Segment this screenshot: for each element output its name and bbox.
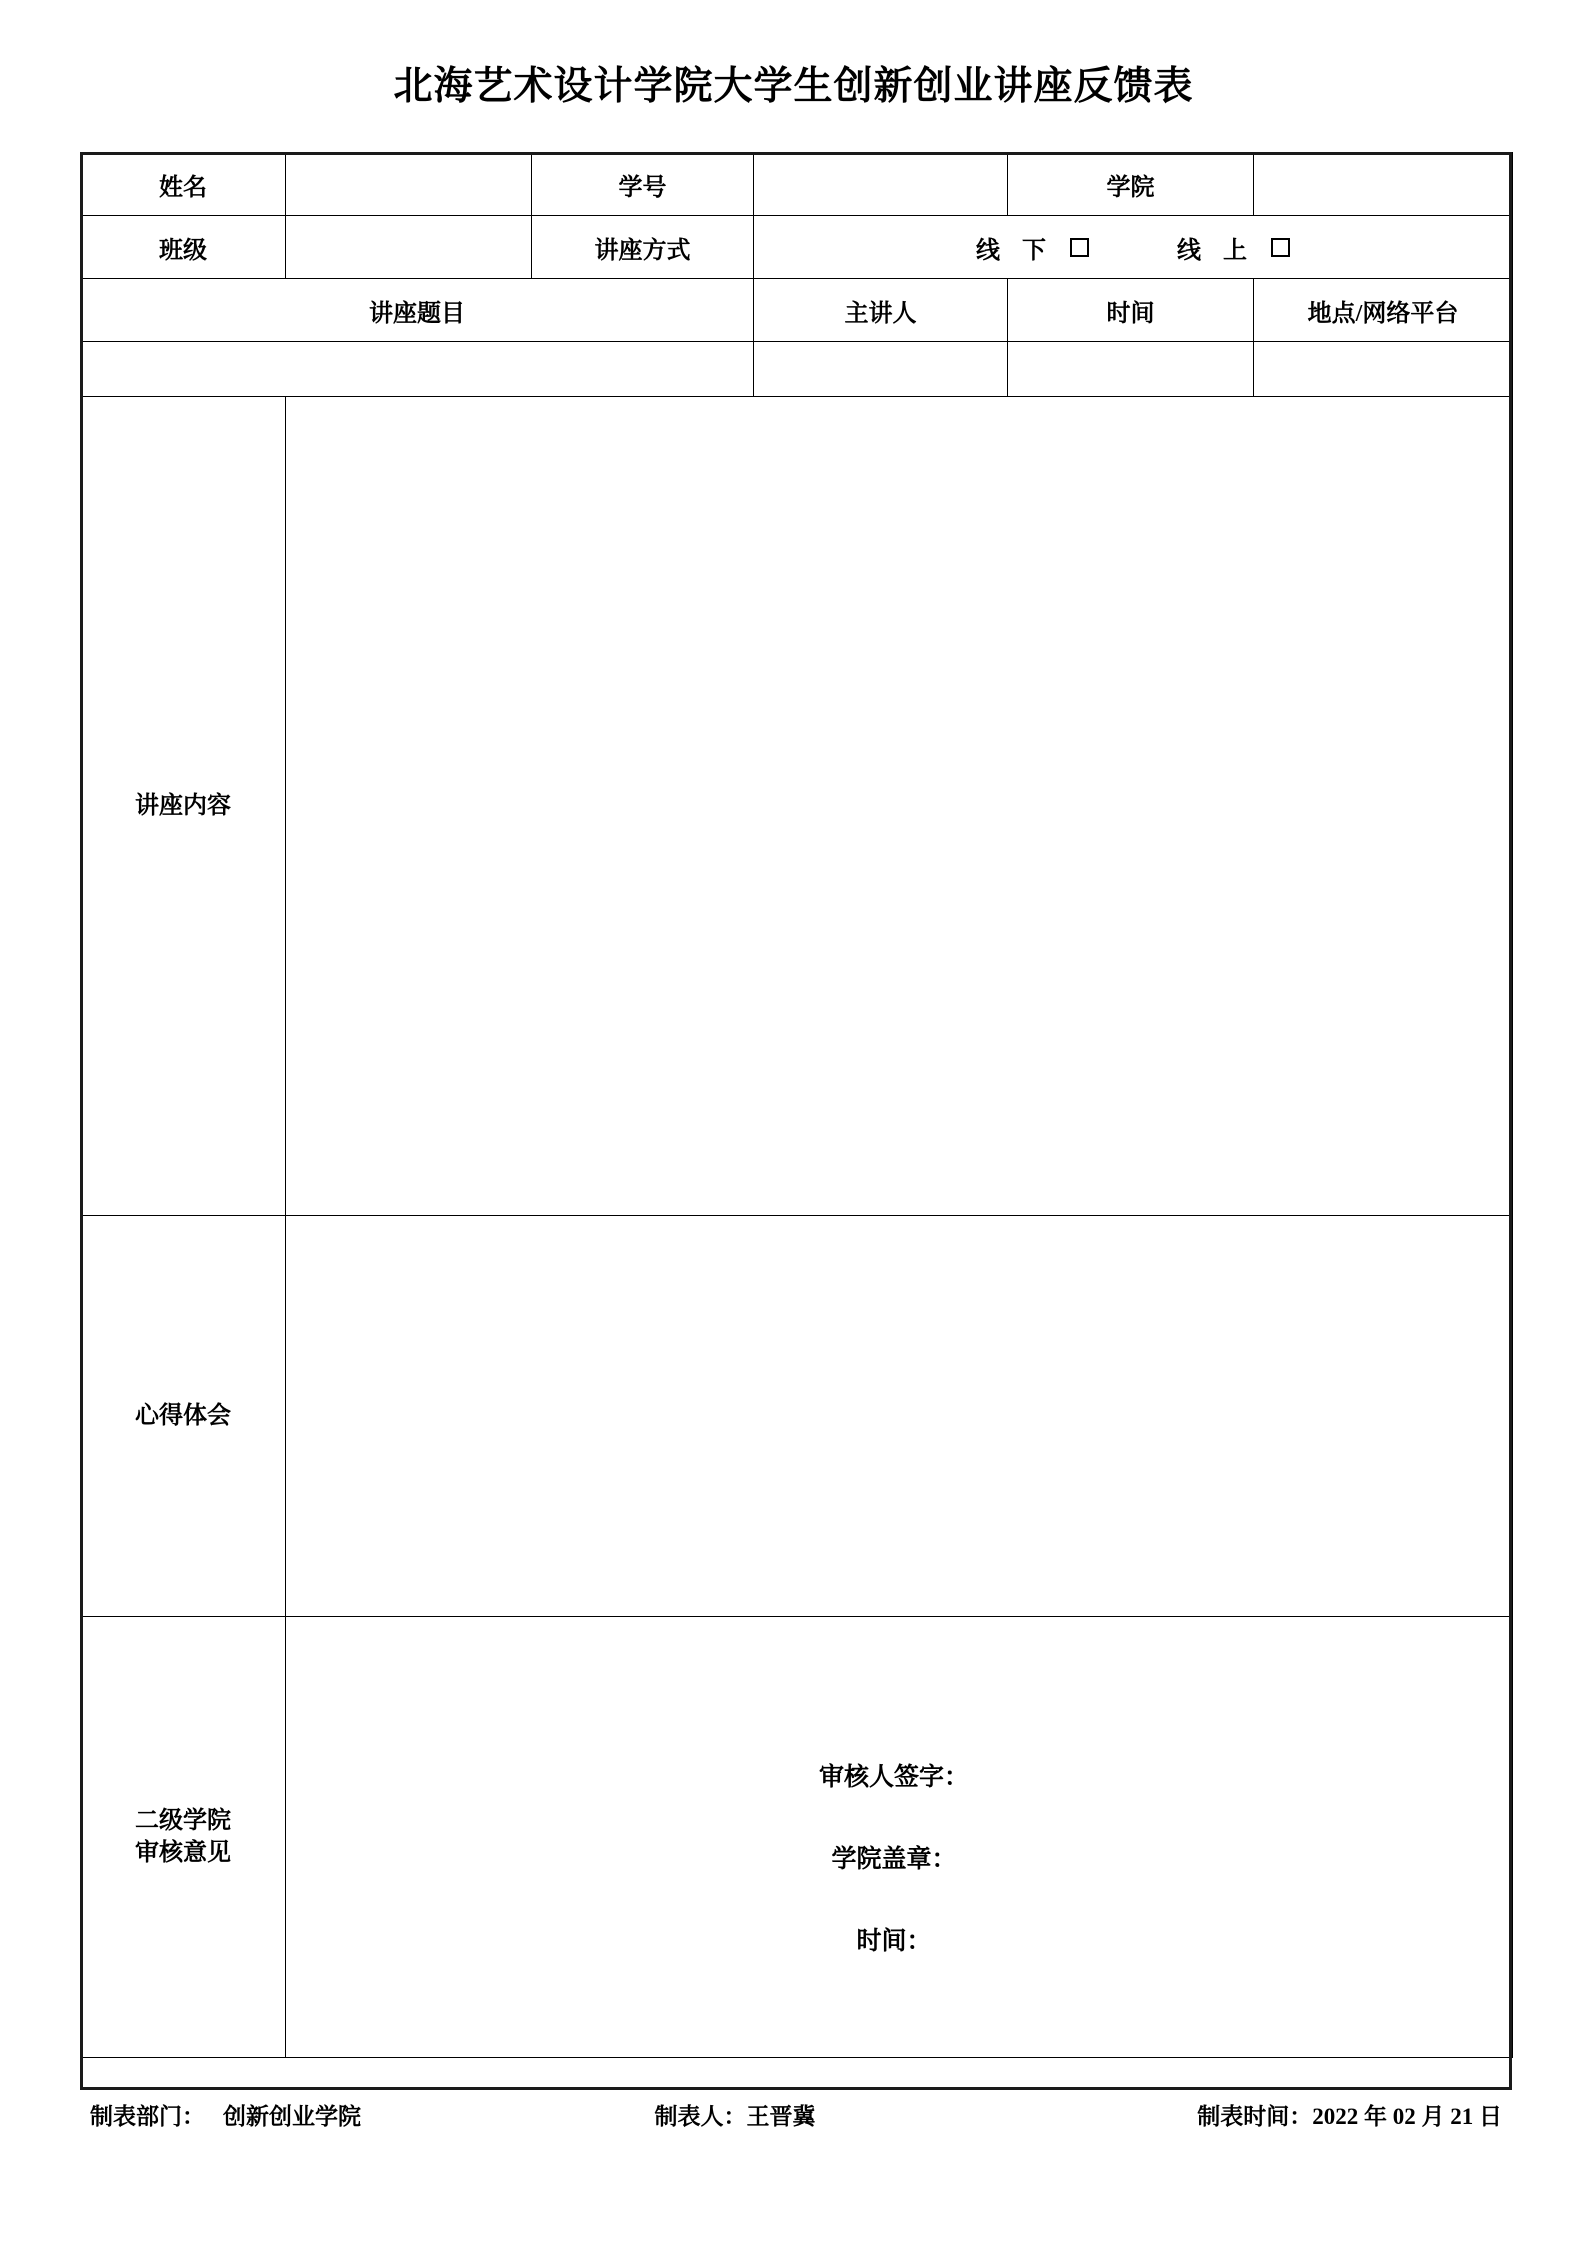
speaker-label: 主讲人 xyxy=(754,279,1008,342)
review-label xyxy=(81,1617,286,2058)
lecture-content-label: 讲座内容 xyxy=(81,397,286,1216)
table-row-lecture-headers xyxy=(81,279,1513,342)
venue-field[interactable] xyxy=(1254,342,1513,397)
table-row-lecture-values xyxy=(81,342,1513,397)
class-field[interactable] xyxy=(286,216,532,279)
lecture-mode-options xyxy=(754,216,1513,279)
footer-maker-value: 王晋冀 xyxy=(746,2104,816,2129)
review-label-line1: 二级学院 xyxy=(135,1807,231,1834)
table-row-basic-info-2 xyxy=(81,216,1513,279)
review-signature-line: 审核人签字： xyxy=(818,1764,969,1791)
page-title: 北海艺术设计学院大学生创新创业讲座反馈表 xyxy=(393,65,1194,108)
mode-offline-option[interactable] xyxy=(976,230,1089,265)
student-id-field[interactable] xyxy=(754,153,1008,216)
college-field[interactable] xyxy=(1254,153,1513,216)
footer-department xyxy=(80,2098,520,2131)
table-row-basic-info-1 xyxy=(81,153,1513,216)
college-label: 学院 xyxy=(1008,153,1254,216)
student-id-label: 学号 xyxy=(532,153,754,216)
footer-department-label: 制表部门： xyxy=(90,2104,205,2129)
feedback-form-table xyxy=(80,152,1513,2058)
review-label-line2: 审核意见 xyxy=(135,1840,231,1866)
speaker-field[interactable] xyxy=(754,342,1008,397)
topic-field[interactable] xyxy=(81,342,754,397)
checkbox-icon-online[interactable] xyxy=(1271,238,1290,257)
lecture-content-field[interactable] xyxy=(286,397,1513,1216)
mode-online-label: 线 上 xyxy=(1177,237,1255,264)
time-label: 时间 xyxy=(1008,279,1254,342)
table-row-lecture-content xyxy=(81,397,1513,1216)
mode-offline-label: 线 下 xyxy=(976,237,1054,264)
name-label: 姓名 xyxy=(81,153,286,216)
lecture-mode-label: 讲座方式 xyxy=(532,216,754,279)
class-label: 班级 xyxy=(81,216,286,279)
checkbox-icon-offline[interactable] xyxy=(1070,238,1089,257)
reflection-label: 心得体会 xyxy=(81,1216,286,1617)
footer-maker xyxy=(520,2098,950,2131)
footer-date-label: 制表时间： xyxy=(1197,2104,1313,2129)
table-row-review xyxy=(81,1617,1513,2058)
review-field[interactable] xyxy=(286,1617,1513,2058)
footer-date xyxy=(950,2098,1512,2131)
footer xyxy=(80,2098,1512,2131)
review-seal-line: 学院盖章： xyxy=(831,1846,957,1873)
time-field[interactable] xyxy=(1008,342,1254,397)
footer-date-value: 2022 年 02 月 21 日 xyxy=(1312,2104,1502,2129)
topic-label: 讲座题目 xyxy=(81,279,754,342)
venue-label: 地点/网络平台 xyxy=(1254,279,1513,342)
review-date-line: 时间： xyxy=(856,1928,932,1955)
reflection-field[interactable] xyxy=(286,1216,1513,1617)
name-field[interactable] xyxy=(286,153,532,216)
footer-maker-label: 制表人： xyxy=(654,2104,747,2129)
table-row-reflection xyxy=(81,1216,1513,1617)
mode-online-option[interactable] xyxy=(1177,230,1290,265)
footer-department-value: 创新创业学院 xyxy=(223,2104,361,2129)
